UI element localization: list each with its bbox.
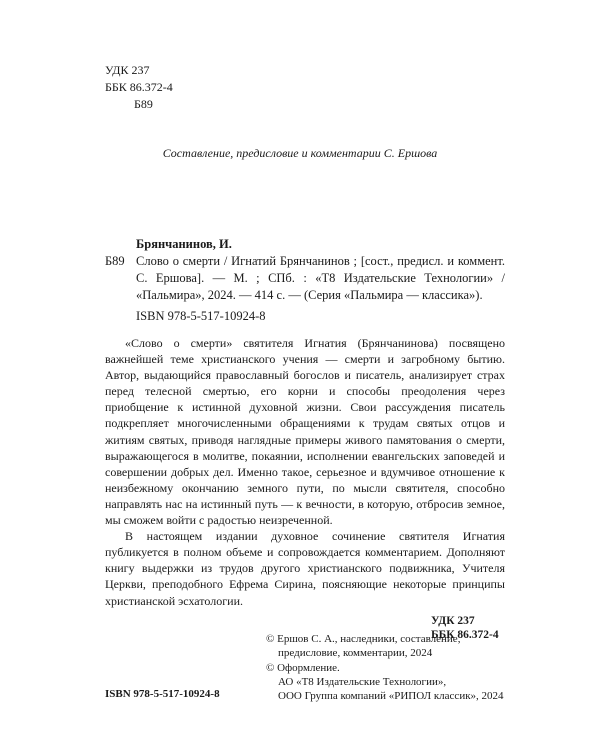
copyright-line: © Оформление. (266, 661, 340, 674)
udk-code-bottom: УДК 237 (431, 615, 475, 627)
catalog-code: Б89 (105, 254, 125, 268)
copyright-block (266, 632, 506, 703)
bbk-code: ББК 86.372-4 (105, 80, 173, 94)
isbn-bottom: ISBN 978-5-517-10924-8 (105, 688, 220, 700)
catalog-entry (105, 236, 505, 325)
annotation-paragraph: В настоящем издании духовное сочинение святителя Игнатия публикуется в полном объеме и сопровождается комментарием. Дополняют книгу выдержки из трудов другого христианского подвижника, Учителя Церкви, преподобного Ефрема Сирина, поясняющие некоторые принципы христианской эсхатологии. (105, 529, 505, 608)
copyright-line: АО «Т8 Издательские Технологии», (278, 675, 447, 688)
copyright-line: предисловие, комментарии, 2024 (278, 647, 433, 660)
bbk-code-bottom: ББК 86.372-4 (431, 629, 499, 641)
catalog-isbn: ISBN 978-5-517-10924-8 (136, 309, 266, 323)
copyright-line: © Ершов С. А., наследники, составление, (266, 633, 461, 645)
compiled-by: Составление, предисловие и комментарии С. Ершова (162, 146, 438, 160)
udk-code: УДК 237 (105, 63, 150, 77)
annotation-paragraph: «Слово о смерти» святителя Игнатия (Брянчанинова) посвящено важнейшей теме христианского учения — смерти и загробному бытию. Автор, выдающийся православный богослов и писатель, анализирует страх перед телесной смертью, его корни и способы преодоления через приобщение к истинной духовной жизни. Свои рассуждения писатель подкрепляет многочисленными обращениями к трудам святых отцов и житиям святых, приводя наглядные примеры живого памятования о смерти, выражающегося в молитве, покаянии, исполнении евангельских заповедей и совершении добрых дел. Именно такое, серьезное и вдумчивое отношение к неизбежному окончанию земного пути, по мысли святителя, способно направлять нас на истинный путь — к вечности, в которую, отбросив земное, мы сможем войти с радостью неизреченной. (105, 336, 505, 528)
catalog-author: Брянчанинов, И. (136, 237, 232, 251)
catalog-description-wrap (105, 253, 505, 304)
udk-top-block (105, 62, 173, 113)
author-sign: Б89 (134, 97, 153, 111)
catalog-description: Слово о смерти / Игнатий Брянчанинов ; [сост., предисл. и коммент. С. Ершова]. — М. ; СПб. : «Т8 Издательские Технологии» / «Пальмира», 2024. — 414 с. — (Серия «Пальмира — классика»). (136, 254, 505, 302)
annotation (105, 335, 505, 609)
copyright-line: ООО Группа компаний «РИПОЛ классик», 2024 (278, 690, 504, 703)
